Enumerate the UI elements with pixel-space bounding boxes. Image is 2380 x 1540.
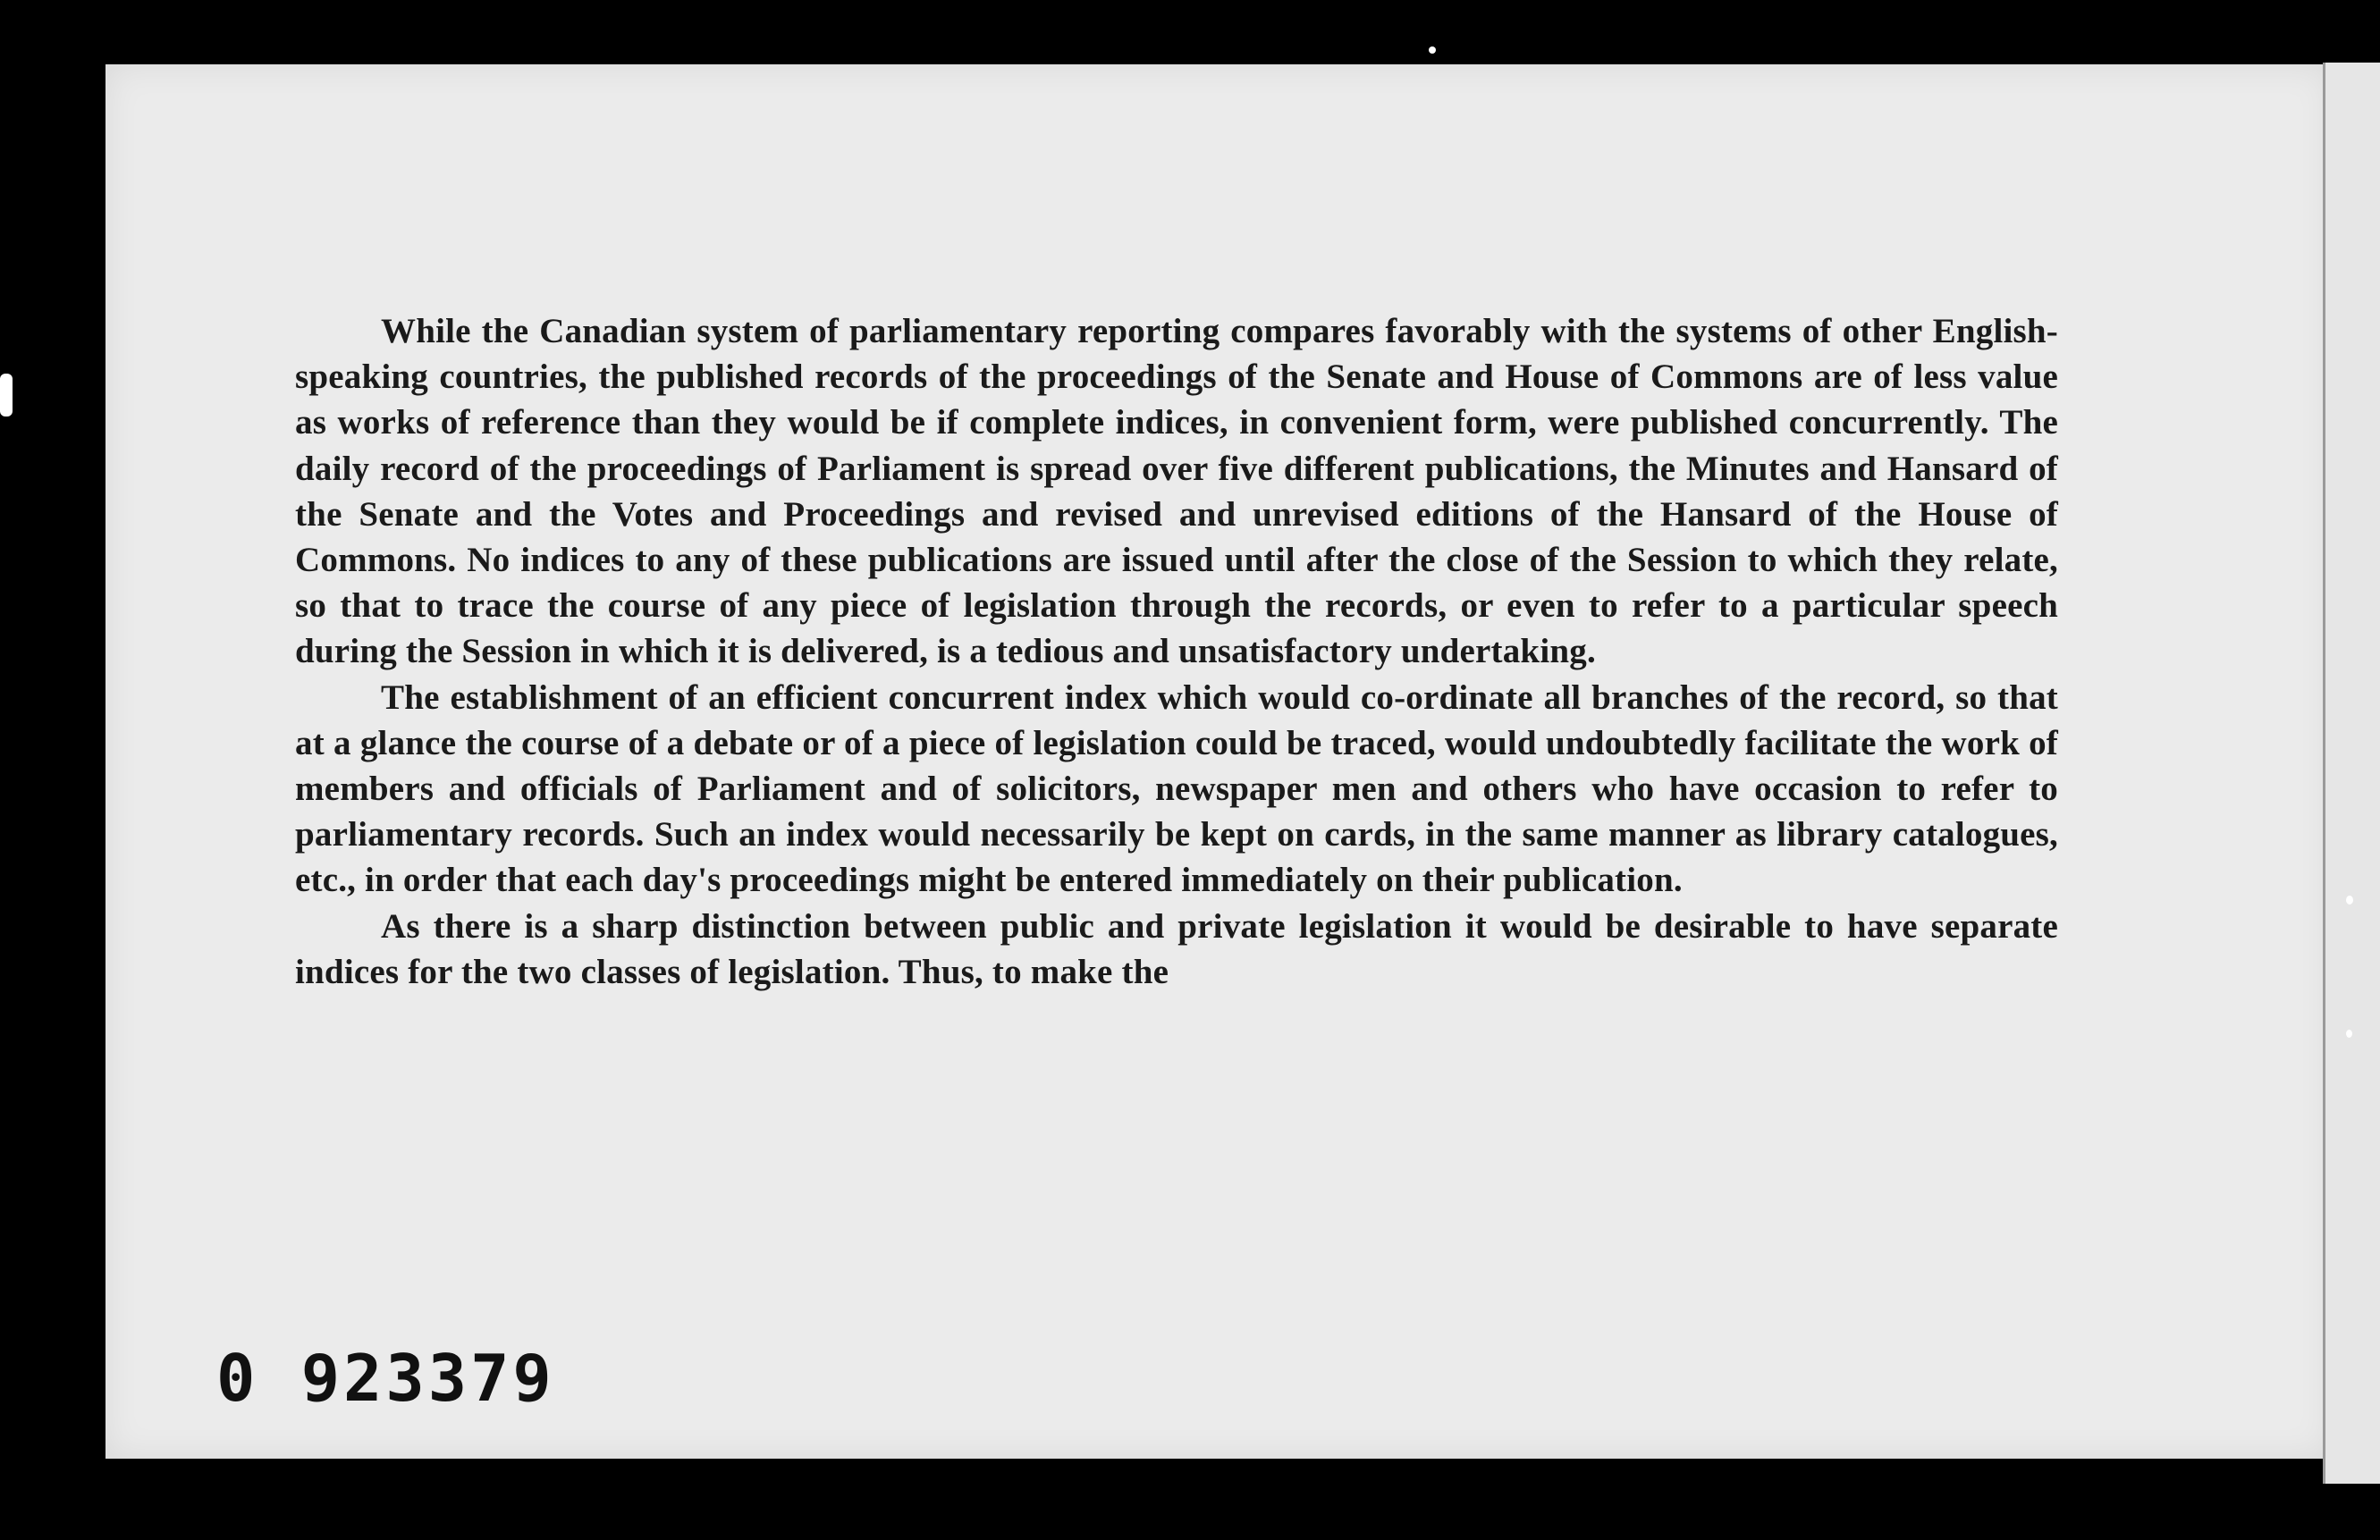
film-speck	[2346, 1030, 2352, 1038]
paragraph-3: As there is a sharp distinction between public and private legislation it would be desirable to have separate indices for the two classes of legislation. Thus, to make the	[295, 906, 2058, 991]
film-speck	[0, 374, 13, 417]
adjacent-page-edge	[2323, 63, 2380, 1484]
film-speck	[2346, 896, 2353, 905]
film-speck	[1429, 46, 1436, 54]
frame-number: 0 923379	[216, 1341, 555, 1416]
body-text	[295, 308, 2058, 995]
paragraph-1: While the Canadian system of parliamentary reporting compares favorably with the systems of other English-speaking countries, the published records of the proceedings of the Senate and House of Commons are of less value as works of reference than they would be if complete indices, in convenient form, were published concurrently. The daily record of the proceedings of Parliament is spread over five different publications, the Minutes and Hansard of the Senate and the Votes and Proceedings and revised and unrevised editions of the Hansard of the House of Commons. No indices to any of these publications are issued until after the close of the Session to which they relate, so that to trace the course of any piece of legislation through the records, or even to refer to a particular speech during the Session in which it is delivered, is a tedious and unsatisfactory undertaking.	[295, 312, 2058, 671]
paragraph-2: The establishment of an efficient concurrent index which would co-ordinate all branches of the record, so that at a glance the course of a debate or of a piece of legislation could be traced, would undoubtedly facilitate the work of members and officials of Parliament and of solicitors, newspaper men and others who have occasion to refer to parliamentary records. Such an index would necessarily be kept on cards, in the same manner as library catalogues, etc., in order that each day's proceedings might be entered immediately on their publication.	[295, 677, 2058, 900]
